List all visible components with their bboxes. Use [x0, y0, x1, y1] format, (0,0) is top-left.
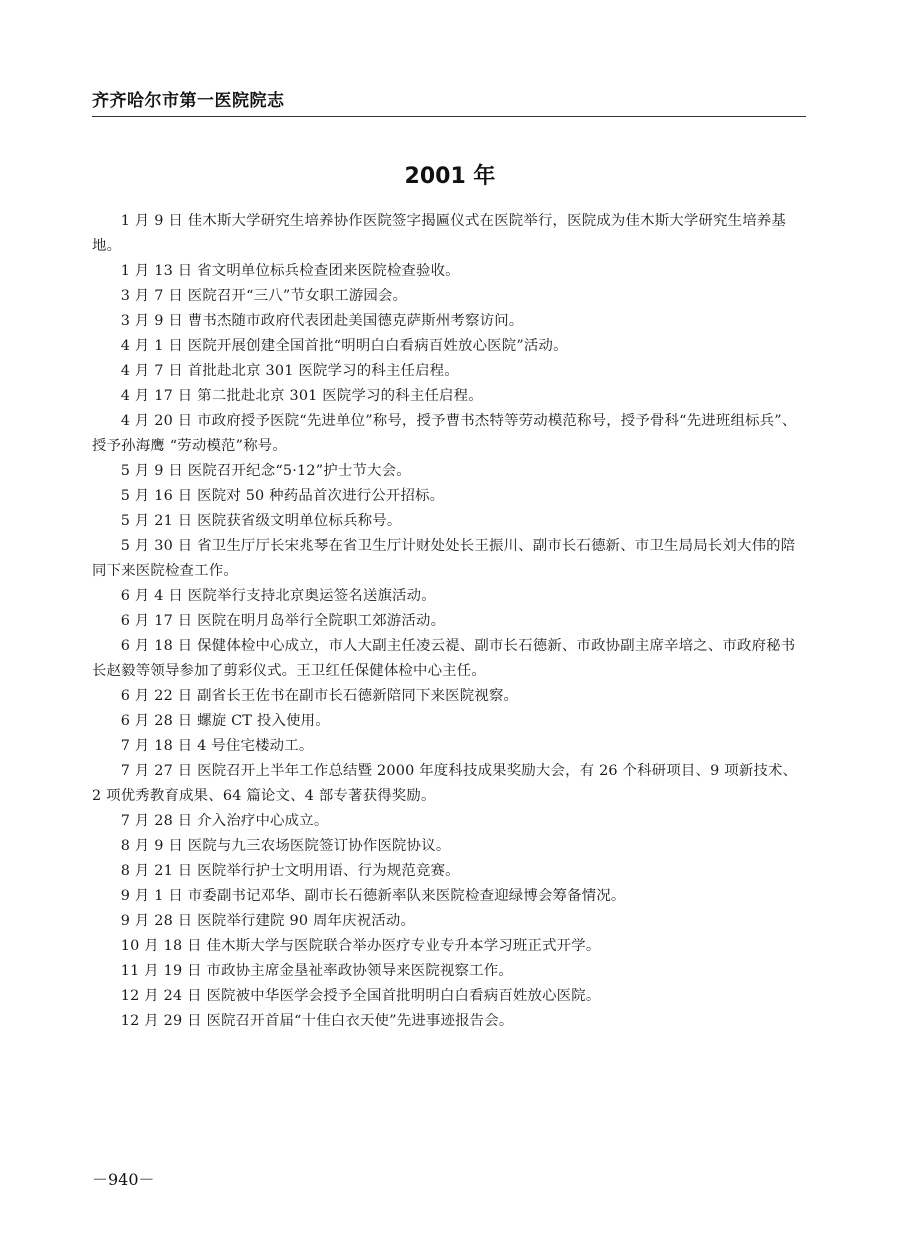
chronicle-entry: 6 月 28 日 螺旋 CT 投入使用。	[120, 713, 330, 729]
chronicle-entry: 4 月 1 日 医院开展创建全国首批“明明白白看病百姓放心医院”活动。	[120, 338, 568, 354]
header-divider	[92, 116, 806, 117]
chronicle-entry: 3 月 9 日 曹书杰随市政府代表团赴美国德克萨斯州考察访问。	[120, 313, 524, 329]
chronicle-entries	[92, 209, 806, 1034]
chronicle-entry: 4 月 17 日 第二批赴北京 301 医院学习的科主任启程。	[120, 388, 483, 404]
chronicle-entry: 9 月 28 日 医院举行建院 90 周年庆祝活动。	[120, 913, 416, 929]
chronicle-entry: 5 月 9 日 医院召开纪念“5·12”护士节大会。	[120, 463, 411, 479]
running-header-title: 齐齐哈尔市第一医院院志	[92, 91, 285, 111]
chronicle-entry: 9 月 1 日 市委副书记邓华、副市长石德新率队来医院检查迎绿博会筹备情况。	[120, 888, 626, 904]
chronicle-entry: 6 月 18 日 保健体检中心成立，市人大副主任凌云褆、副市长石德新、市政协副主席辛培之、市政府秘书长赵毅等领导参加了剪彩仪式。王卫红任保健体检中心主任。	[92, 638, 796, 679]
chronicle-entry: 4 月 20 日 市政府授予医院“先进单位”称号，授予曹书杰特等劳动模范称号，授予骨科“先进班组标兵”、授予孙海鹰 “劳动模范”称号。	[92, 413, 797, 454]
chronicle-entry: 7 月 18 日 4 号住宅楼动工。	[120, 738, 314, 754]
chronicle-entry: 7 月 27 日 医院召开上半年工作总结暨 2000 年度科技成果奖励大会，有 26 个科研项目、9 项新技术、2 项优秀教育成果、64 篇论文、4 部专著获得奖励。	[92, 763, 798, 804]
chronicle-entry: 1 月 13 日 省文明单位标兵检查团来医院检查验收。	[120, 263, 460, 279]
chronicle-entry: 5 月 30 日 省卫生厅厅长宋兆琴在省卫生厅计财处处长王振川、副市长石德新、市卫生局局长刘大伟的陪同下来医院检查工作。	[92, 538, 796, 579]
chronicle-entry: 1 月 9 日 佳木斯大学研究生培养协作医院签字揭匾仪式在医院举行，医院成为佳木斯大学研究生培养基地。	[92, 213, 787, 254]
chronicle-entry: 12 月 29 日 医院召开首届“十佳白衣天使”先进事迹报告会。	[120, 1013, 514, 1029]
section-title: 2001 年	[404, 164, 496, 189]
chronicle-entry: 10 月 18 日 佳木斯大学与医院联合举办医疗专业专升本学习班正式开学。	[120, 938, 601, 954]
chronicle-entry: 7 月 28 日 介入治疗中心成立。	[120, 813, 329, 829]
chronicle-entry: 12 月 24 日 医院被中华医学会授予全国首批明明白白看病百姓放心医院。	[120, 988, 601, 1004]
chronicle-entry: 6 月 4 日 医院举行支持北京奥运签名送旗活动。	[120, 588, 436, 604]
chronicle-entry: 6 月 17 日 医院在明月岛举行全院职工郊游活动。	[120, 613, 446, 629]
chronicle-entry: 5 月 16 日 医院对 50 种药品首次进行公开招标。	[120, 488, 445, 504]
chronicle-entry: 8 月 9 日 医院与九三农场医院签订协作医院协议。	[120, 838, 451, 854]
chronicle-entry: 3 月 7 日 医院召开“三八”节女职工游园会。	[120, 288, 408, 304]
chronicle-entry: 6 月 22 日 副省长王佐书在副市长石德新陪同下来医院视察。	[120, 688, 519, 704]
chronicle-entry: 8 月 21 日 医院举行护士文明用语、行为规范竞赛。	[120, 863, 460, 879]
chronicle-entry: 11 月 19 日 市政协主席金垦祉率政协领导来医院视察工作。	[120, 963, 513, 979]
page-number: －940－	[92, 1170, 155, 1189]
chronicle-entry: 5 月 21 日 医院获省级文明单位标兵称号。	[120, 513, 402, 529]
chronicle-entry: 4 月 7 日 首批赴北京 301 医院学习的科主任启程。	[120, 363, 459, 379]
